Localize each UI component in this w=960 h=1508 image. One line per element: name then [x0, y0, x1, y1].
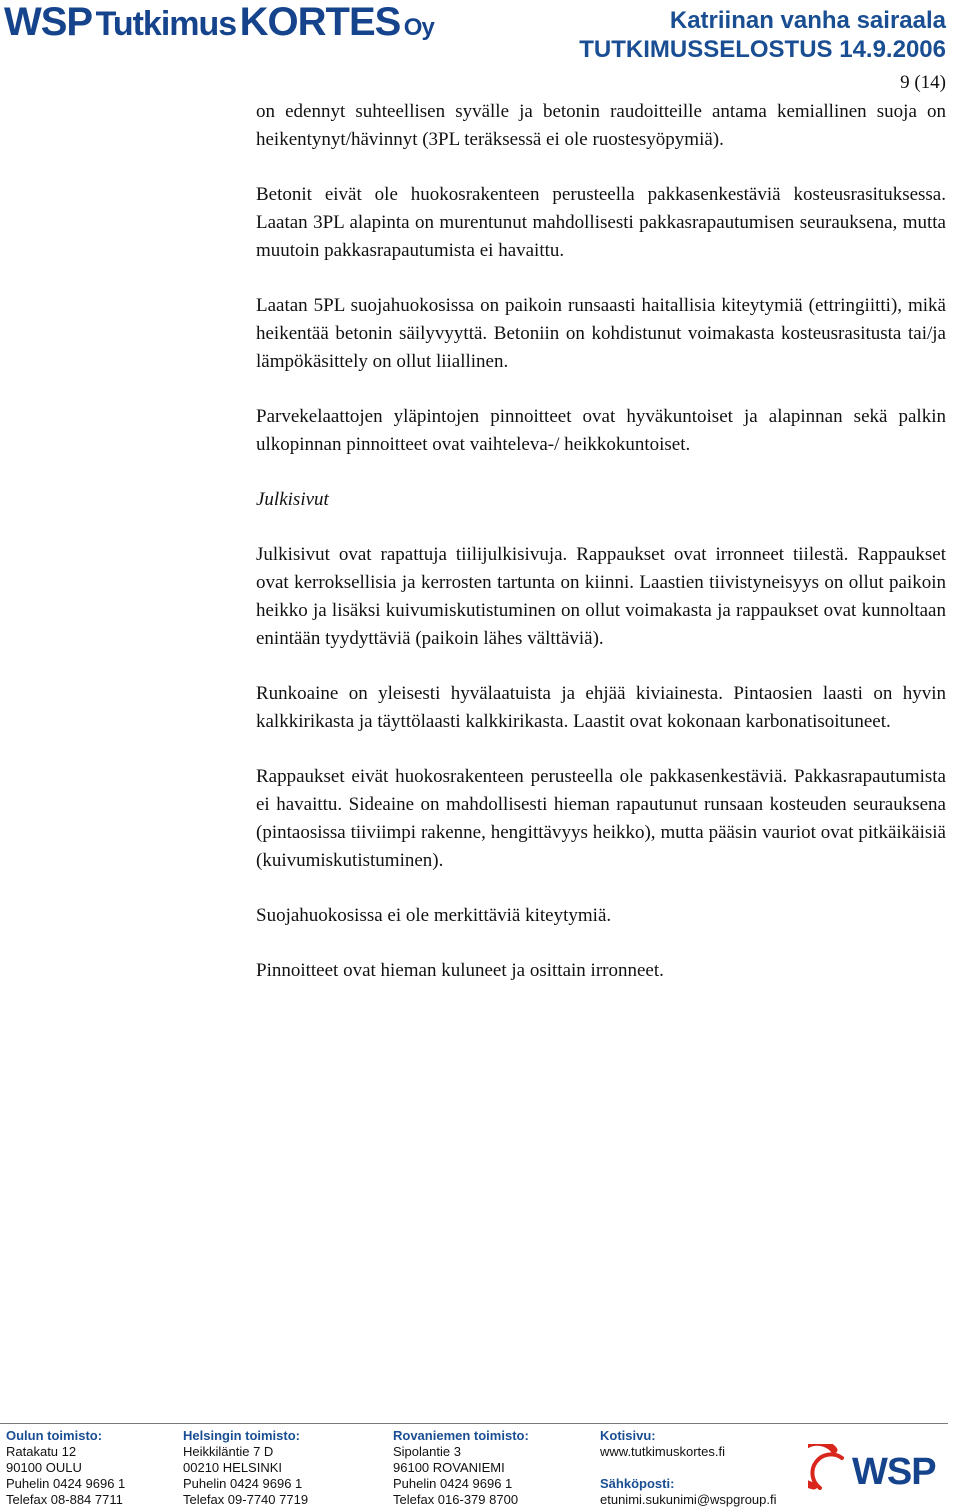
office-postal: 90100 OULU	[6, 1460, 82, 1475]
email-title: Sähköposti:	[600, 1476, 675, 1491]
paragraph: Parvekelaattojen yläpintojen pinnoitteet ovat hyväkuntoiset ja alapinnan sekä palkin ulkopinnan pinnoitteet ovat vaihteleva-/ heikkokuntoiset.	[256, 406, 946, 455]
footer-contact	[600, 1428, 777, 1508]
homepage-link[interactable]: www.tutkimuskortes.fi	[600, 1444, 725, 1459]
paragraph: Julkisivut ovat rapattuja tiilijulkisivuja. Rappaukset ovat irronneet tiilestä. Rappaukset ovat kerroksellisia ja kerrosten tartunta on kiinni. Laastien tiivistyneisyys on ollut paikoin heikko ja lisäksi kuivumiskutistuminen on ollut voimakasta ja rappaukset ovat kunnoltaan enintään tyydyttäviä (paikoin lähes välttäviä).	[256, 544, 946, 649]
office-postal: 00210 HELSINKI	[183, 1460, 283, 1475]
office-street: Sipolantie 3	[393, 1444, 461, 1459]
document-subtitle: TUTKIMUSSELOSTUS 14.9.2006	[579, 36, 946, 63]
section-heading: Julkisivut	[256, 489, 329, 510]
office-phone: Puhelin 0424 9696 1	[6, 1476, 126, 1491]
paragraph: Suojahuokosissa ei ole merkittäviä kiteytymiä.	[256, 905, 612, 926]
office-phone: Puhelin 0424 9696 1	[393, 1476, 513, 1491]
paragraph: Laatan 5PL suojahuokosissa on paikoin runsaasti haitallisia kiteytymiä (ettringiitti), mikä heikentää betonin säilyvyyttä. Betoniin on kohdistunut voimakasta kosteusrasitusta tai/ja lämpökäsittely on ollut liiallinen.	[256, 295, 946, 372]
office-title: Oulun toimisto:	[6, 1428, 103, 1443]
logo-wsp: WSP	[4, 0, 93, 44]
document-heading	[579, 6, 946, 64]
logo-tutkimus: Tutkimus	[95, 5, 237, 43]
paragraph: Betonit eivät ole huokosrakenteen perusteella pakkasenkestäviä kosteusrasituksessa. Laatan 3PL alapinta on murentunut mahdollisesti pakkasrapautumisen seurauksena, mutta muutoin pakkasrapautumista ei havaittu.	[256, 184, 946, 261]
wsp-logo-text: WSP	[852, 1451, 936, 1493]
page-header	[0, 0, 960, 70]
office-phone: Puhelin 0424 9696 1	[183, 1476, 303, 1491]
office-fax: Telefax 09-7740 7719	[183, 1492, 309, 1507]
logo-kortes: KORTES	[239, 0, 401, 44]
footer-divider	[0, 1423, 948, 1424]
paragraph: Pinnoitteet ovat hieman kuluneet ja osittain irronneet.	[256, 960, 664, 981]
paragraph: Runkoaine on yleisesti hyvälaatuista ja ehjää kiviainesta. Pintaosien laasti on hyvin kalkkirikasta ja täyttölaasti kalkkirikasta. Laastit ovat kokonaan karbonatisoituneet.	[256, 683, 946, 732]
wsp-logo-icon	[808, 1444, 956, 1494]
page-footer	[0, 1418, 960, 1507]
office-street: Heikkiläntie 7 D	[183, 1444, 274, 1459]
page-number: 9 (14)	[900, 72, 946, 93]
office-postal: 96100 ROVANIEMI	[393, 1460, 505, 1475]
footer-helsinki-office	[183, 1428, 308, 1508]
document-title: Katriinan vanha sairaala	[669, 7, 946, 34]
office-title: Helsingin toimisto:	[183, 1428, 300, 1443]
email-link[interactable]: etunimi.sukunimi@wspgroup.fi	[600, 1492, 777, 1507]
footer-rovaniemi-office	[393, 1428, 529, 1508]
office-street: Ratakatu 12	[6, 1444, 77, 1459]
office-fax: Telefax 08-884 7711	[6, 1492, 123, 1507]
logo-oy: Oy	[403, 14, 434, 41]
document-body	[256, 98, 946, 1012]
footer-oulu-office	[6, 1428, 125, 1508]
office-title: Rovaniemen toimisto:	[393, 1428, 529, 1443]
paragraph: Rappaukset eivät huokosrakenteen perusteella ole pakkasenkestäviä. Pakkasrapautumista ei havaittu. Sideaine on mahdollisesti hieman rapautunut runsaan kosteuden seurauksena (pintaosissa tiiviimpi rakenne, hengittävyys heikko), mutta pääsin vauriot ovat pitkäikäisiä (kuivumiskutistuminen).	[256, 766, 946, 871]
office-fax: Telefax 016-379 8700	[393, 1492, 519, 1507]
homepage-title: Kotisivu:	[600, 1428, 656, 1443]
company-logo	[4, 0, 434, 45]
paragraph: on edennyt suhteellisen syvälle ja betonin raudoitteille antama kemiallinen suoja on heikentynyt/hävinnyt (3PL teräksessä ei ole ruostesyöpymiä).	[256, 101, 946, 150]
